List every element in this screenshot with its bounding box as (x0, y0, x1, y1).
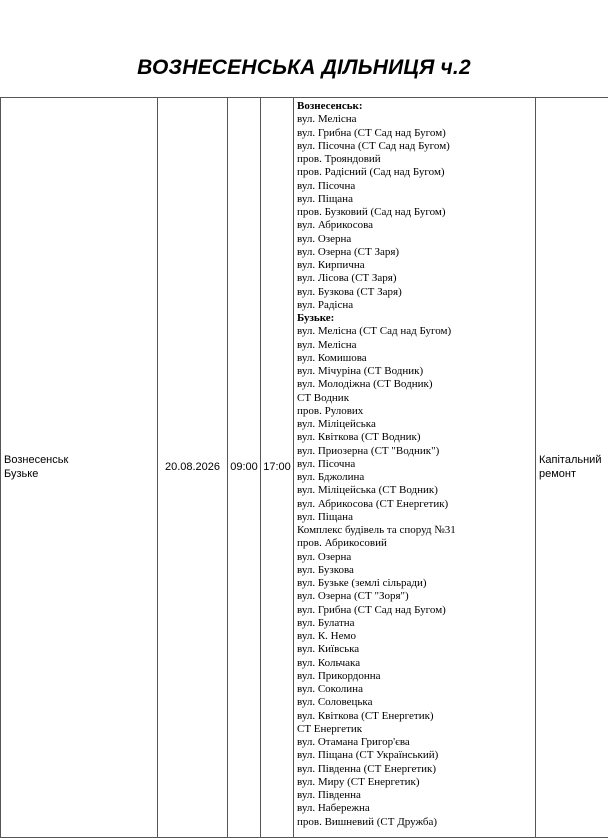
street-item: вул. Квіткова (СТ Водник) (297, 431, 535, 444)
reason-line: Капітальний (539, 454, 608, 467)
street-item: вул. Бузкова (297, 564, 535, 577)
street-item: вул. Кольчака (297, 657, 535, 670)
locality-cell (1, 98, 158, 838)
street-item: вул. Миру (СТ Енергетик) (297, 776, 535, 789)
street-item: вул. К. Немо (297, 630, 535, 643)
street-item: пров. Трояндовий (297, 153, 535, 166)
street-item: вул. Міліцейська (СТ Водник) (297, 484, 535, 497)
street-item: СТ Енергетик (297, 723, 535, 736)
street-item: вул. Соловецька (297, 696, 535, 709)
street-item: пров. Рулових (297, 405, 535, 418)
street-item: вул. Мелісна (297, 339, 535, 352)
street-item: вул. Комишова (297, 352, 535, 365)
street-item: вул. Отамана Григор'єва (297, 736, 535, 749)
street-item: вул. Київська (297, 643, 535, 656)
table-row (1, 98, 608, 838)
street-item: вул. Піщана (СТ Український) (297, 749, 535, 762)
locality-heading: Бузьке: (297, 312, 535, 325)
street-item: вул. Озерна (297, 551, 535, 564)
street-item: вул. Лісова (СТ Заря) (297, 272, 535, 285)
street-item: вул. Бузьке (землі сільради) (297, 577, 535, 590)
street-item: вул. Радісна (297, 299, 535, 312)
street-item: пров. Радісний (Сад над Бугом) (297, 166, 535, 179)
street-item: пров. Абрикосовий (297, 537, 535, 550)
street-item: вул. Абрикосова (СТ Енергетик) (297, 498, 535, 511)
street-item: вул. Піщана (297, 511, 535, 524)
street-item: пров. Бузковий (Сад над Бугом) (297, 206, 535, 219)
street-item: вул. Булатна (297, 617, 535, 630)
street-item: СТ Водник (297, 392, 535, 405)
street-item: вул. Квіткова (СТ Енергетик) (297, 710, 535, 723)
page-title: ВОЗНЕСЕНСЬКА ДІЛЬНИЦЯ ч.2 (0, 56, 608, 80)
street-item: вул. Озерна (СТ Заря) (297, 246, 535, 259)
street-item: вул. Прикордонна (297, 670, 535, 683)
street-item: вул. Соколина (297, 683, 535, 696)
locality-line: Вознесенськ (4, 454, 157, 467)
street-item: вул. Мічуріна (СТ Водник) (297, 365, 535, 378)
reason-cell (536, 98, 608, 838)
end-time-cell: 17:00 (261, 98, 294, 838)
street-item: вул. Мелісна (297, 113, 535, 126)
outage-schedule-table (0, 97, 608, 838)
street-item: вул. Південна (СТ Енергетик) (297, 763, 535, 776)
street-item: вул. Мелісна (СТ Сад над Бугом) (297, 325, 535, 338)
street-item: вул. Бузкова (СТ Заря) (297, 286, 535, 299)
street-item: вул. Грибна (СТ Сад над Бугом) (297, 604, 535, 617)
date-cell: 20.08.2026 (158, 98, 228, 838)
street-item: Комплекс будівель та споруд №31 (297, 524, 535, 537)
street-item: вул. Міліцейська (297, 418, 535, 431)
street-item: вул. Пісочна (297, 180, 535, 193)
street-item: вул. Грибна (СТ Сад над Бугом) (297, 127, 535, 140)
locality-heading: Вознесенськ: (297, 100, 535, 113)
street-item: пров. Вишневий (СТ Дружба) (297, 816, 535, 829)
street-item: вул. Кирпична (297, 259, 535, 272)
street-item: вул. Бджолина (297, 471, 535, 484)
street-item: вул. Пісочна (297, 458, 535, 471)
locality-line: Бузьке (4, 468, 157, 481)
street-item: вул. Озерна (СТ "Зоря") (297, 590, 535, 603)
start-time-cell: 09:00 (228, 98, 261, 838)
street-list (297, 100, 535, 829)
street-item: вул. Набережна (297, 802, 535, 815)
street-item: вул. Озерна (297, 233, 535, 246)
street-item: вул. Пісочна (СТ Сад над Бугом) (297, 140, 535, 153)
streets-cell (294, 98, 536, 838)
street-item: вул. Молодіжна (СТ Водник) (297, 378, 535, 391)
street-item: вул. Південна (297, 789, 535, 802)
reason-line: ремонт (539, 468, 608, 481)
street-item: вул. Приозерна (СТ "Водник") (297, 445, 535, 458)
street-item: вул. Абрикосова (297, 219, 535, 232)
street-item: вул. Піщана (297, 193, 535, 206)
